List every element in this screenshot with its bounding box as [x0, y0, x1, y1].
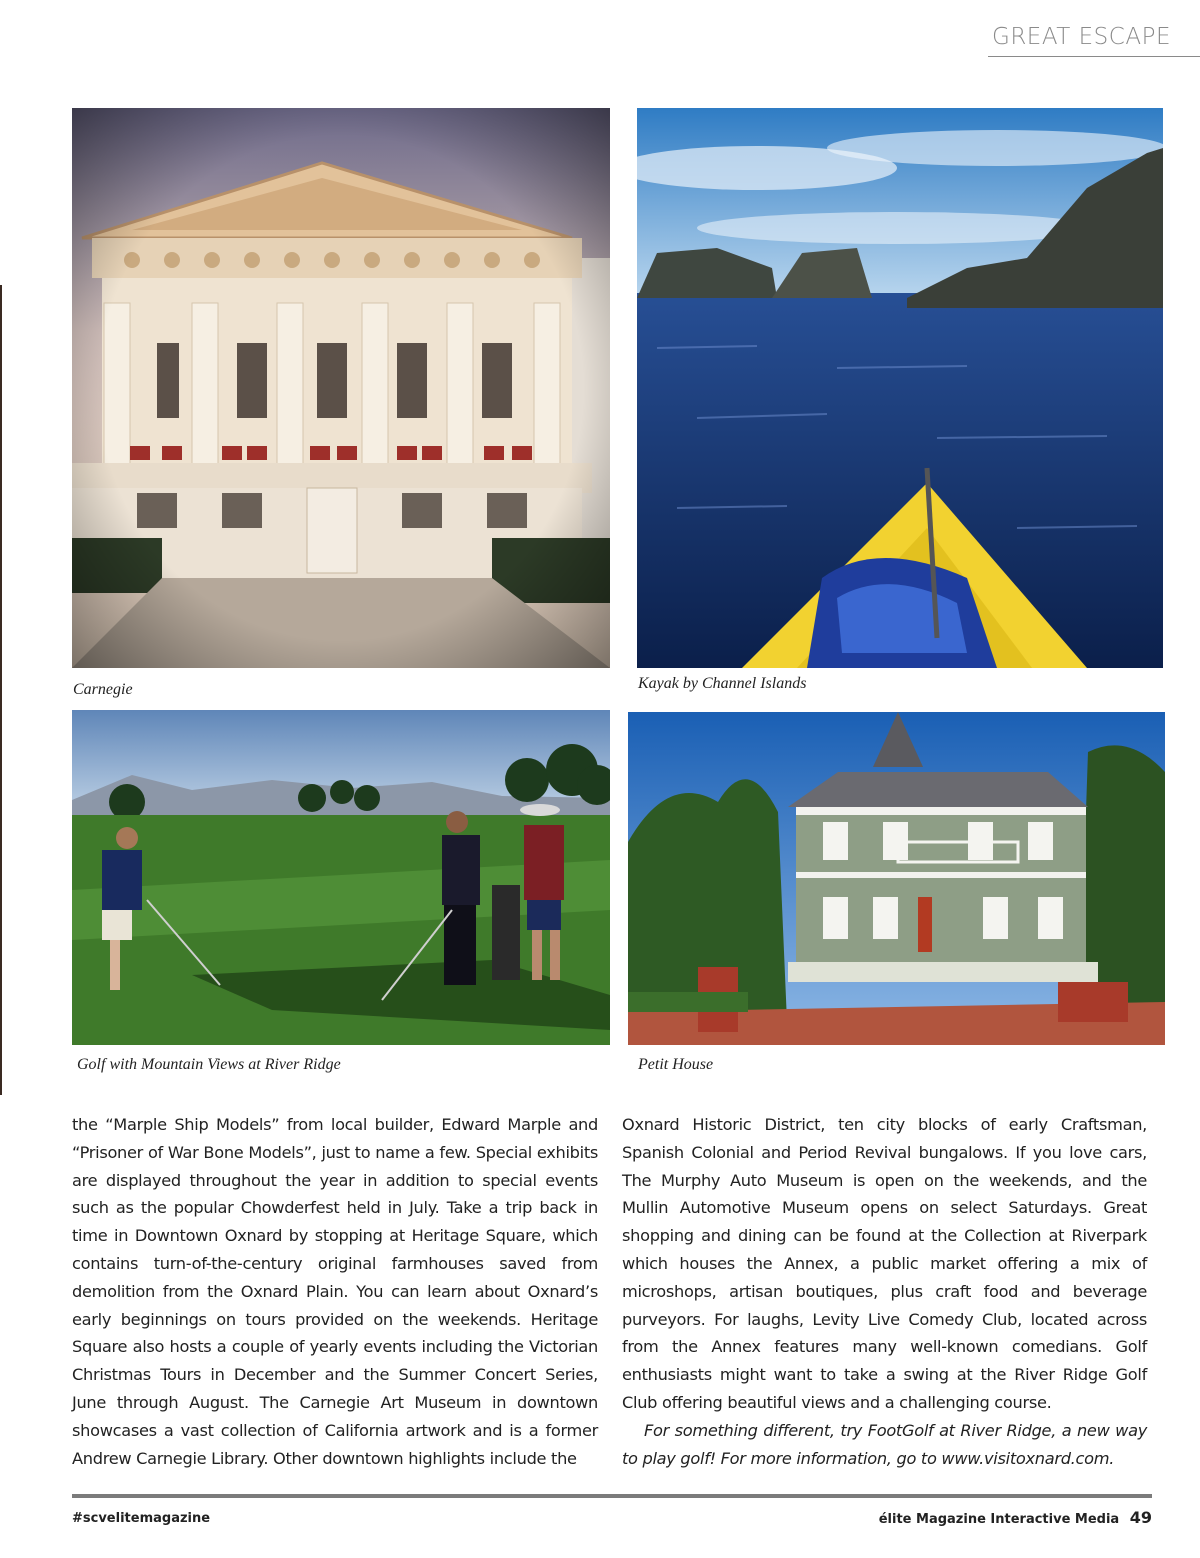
- section-rule: [988, 56, 1200, 57]
- article-paragraph: Oxnard Historic District, ten city blocks of early Craftsman, Spanish Colonial and Period Revival bungalows. If you love cars, The Murphy Auto Museum is open on the weekends, and the Mullin Automotive Museum opens on select Saturdays. Great shopping and dining can be found at the Collection at Riverpark which houses the Annex, a public market offering a mix of microshops, artisan boutiques, plus craft food and beverage purveyors. For laughs, Levity Live Comedy Club, located across from the Annex features many well-known comedians. Golf enthusiasts might want to take a swing at the River Ridge Golf Club offering beautiful views and a challenging course.: [622, 1115, 1147, 1412]
- photo-caption: Golf with Mountain Views at River Ridge: [77, 1056, 341, 1073]
- article-column-right: [622, 1111, 1147, 1472]
- page-number: 49: [1129, 1508, 1152, 1527]
- article-column-left: [72, 1111, 598, 1472]
- footer-hashtag: #scvelitemagazine: [72, 1511, 211, 1526]
- kayak-photo: [637, 108, 1163, 668]
- petit-house-photo: [628, 712, 1165, 1045]
- publication-name: élite Magazine Interactive Media: [878, 1512, 1120, 1527]
- article-paragraph: the “Marple Ship Models” from local builder, Edward Marple and “Prisoner of War Bone Models”, just to name a few. Special exhibits are displayed throughout the year in addition to special events such as the popular Chowderfest held in July. Take a trip back in time in Downtown Oxnard by stopping at Heritage Square, which contains turn-of-the-century original farmhouses saved from demolition from the Oxnard Plain. You can learn about Oxnard’s early beginnings on tours provided on the weekends. Heritage Square also hosts a couple of yearly events including the Victorian Christmas Tours in December and the Summer Concert Series, June through August. The Carnegie Art Museum in downtown showcases a vast collection of California artwork and is a former Andrew Carnegie Library. Other downtown highlights include the: [72, 1115, 598, 1468]
- photo-caption: Petit House: [638, 1056, 714, 1073]
- golf-photo: [72, 710, 610, 1045]
- photo-caption: Carnegie: [73, 681, 133, 698]
- section-label: GREAT ESCAPE: [992, 24, 1171, 50]
- page-edge-bar: [0, 285, 2, 1095]
- footer-rule: [72, 1494, 1152, 1498]
- footer-publication: [879, 1508, 1152, 1527]
- carnegie-photo: [72, 108, 610, 668]
- photo-caption: Kayak by Channel Islands: [638, 675, 807, 692]
- article-closing: For something different, try FootGolf at River Ridge, a new way to play golf! For more information, go to www.visitoxnard.com.: [622, 1420, 1147, 1468]
